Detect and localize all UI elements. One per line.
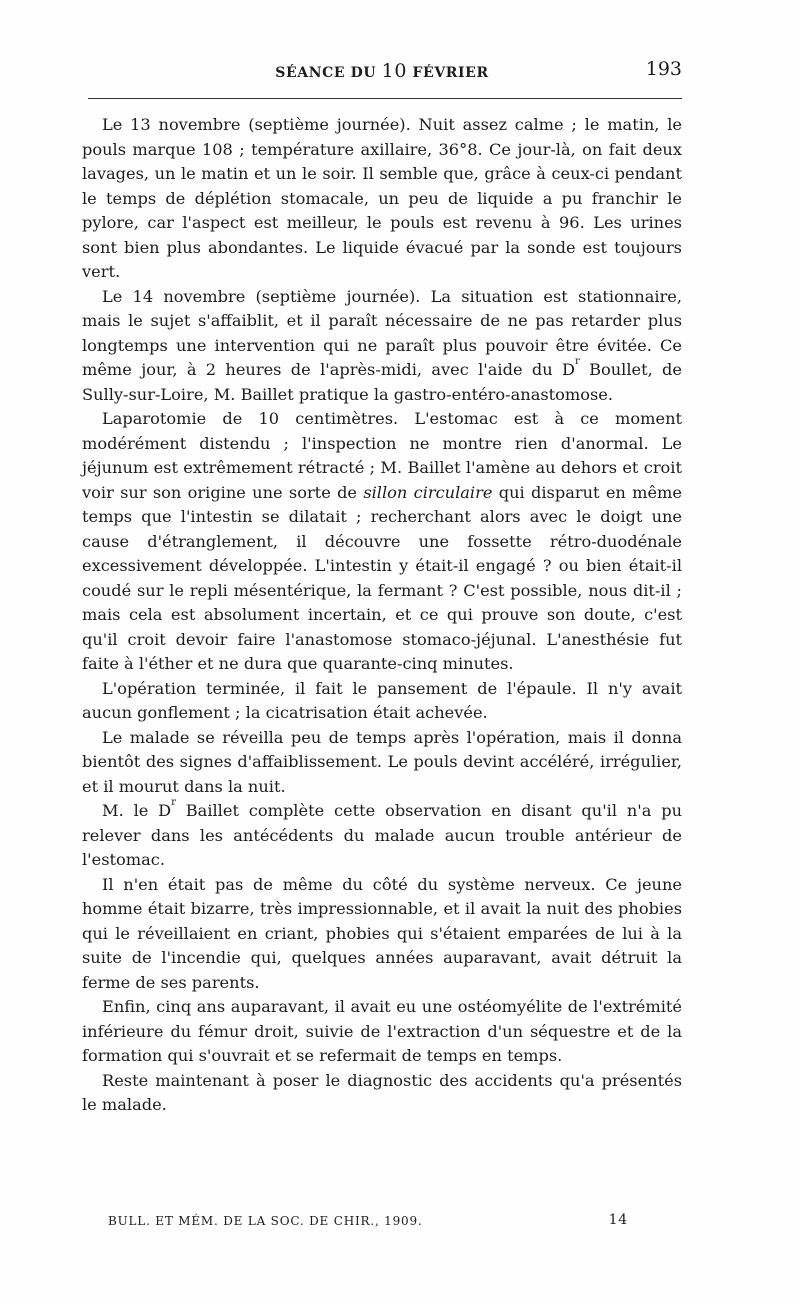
paragraph: L'opération terminée, il fait le pansement de l'épaule. Il n'y avait aucun gonflement ; la cicatrisation était achevée. xyxy=(82,678,682,722)
running-header xyxy=(82,60,682,86)
footer-citation: BULL. ET MÉM. DE LA SOC. DE CHIR., 1909. xyxy=(108,1214,423,1228)
paragraph: Il n'en était pas de même du côté du système nerveux. Ce jeune homme était bizarre, très impressionnable, et il avait la nuit des phobies qui le réveillaient en criant, phobies qui s'étaient emparées de lui à la suite de l'incendie qui, quelques années auparavant, avait détruit la ferme de ses parents. xyxy=(82,874,682,992)
page-number: 193 xyxy=(645,58,682,80)
header-rule xyxy=(88,98,682,99)
paragraph: Enfin, cinq ans auparavant, il avait eu une ostéomyélite de l'extrémité inférieure du fémur droit, suivie de l'extraction d'un séquestre et de la formation qui s'ouvrait et se refermait de temps en temps. xyxy=(82,997,682,1065)
signature-mark: 14 xyxy=(608,1212,628,1228)
paragraph: M. le $D^r$ Baillet complète cette observation en disant qu'il n'a pu relever dans les antécédents du malade aucun trouble antérieur de l'estomac. xyxy=(82,796,683,869)
header-title: SÉANCE DU 10 FÉVRIER xyxy=(275,60,489,82)
paragraph: Le malade se réveilla peu de temps après l'opération, mais il donna bientôt des signes d'affaiblissement. Le pouls devint accéléré, irrégulier, et il mourut dans la nuit. xyxy=(82,727,682,796)
page-footer xyxy=(108,1214,628,1228)
paragraph: Laparotomie de 10 centimètres. L'estomac est à ce moment modérément distendu ; l'inspection ne montre rien d'anormal. Le jéjunum est extrêmement rétracté ; M. Baillet l'amène au dehors et croit voir sur son origine une sorte de sillon circulaire qui disparut en même temps que l'intestin se dilatait ; recherchant alors avec le doigt une cause d'étranglement, il découvre une fossette rétro-duodénale excessivement développée. L'intestin y était-il engagé ? ou bien était-il coudé sur le repli mésentérique, la fermant ? C'est possible, nous dit-il ; mais cela est absolument incertain, et ce qui prouve son doute, c'est qu'il croit devoir faire l'anastomose stomaco-jéjunal. L'anesthésie fut faite à l'éther et ne dura que quarante-cinq minutes. xyxy=(82,409,682,673)
paragraph: Reste maintenant à poser le diagnostic des accidents qu'a présentés le malade. xyxy=(82,1070,682,1114)
paragraph: Le 14 novembre (septième journée). La situation est stationnaire, mais le sujet s'affaiblit, et il paraît nécessaire de ne pas retarder plus longtemps une intervention qui ne paraît plus pouvoir être évitée. Ce même jour, à 2 heures de l'après-midi, avec l'aide du $D^r$ Boullet, de Sully-sur-Loire, M. Baillet pratique la gastro-entéro-anastomose. xyxy=(82,286,683,404)
paragraph: Le 13 novembre (septième journée). Nuit assez calme ; le matin, le pouls marque 108 ; température axillaire, 36°8. Ce jour-là, on fait deux lavages, un le matin et un le soir. Il semble que, grâce à ceux-ci pendant le temps de déplétion stomacale, un peu de liquide a pu franchir le pylore, car l'aspect est meilleur, le pouls est revenu à 96. Les urines sont bien plus abondantes. Le liquide évacué par la sonde est toujours vert. xyxy=(82,115,682,281)
italic-term: sillon circulaire xyxy=(363,482,493,502)
body-text xyxy=(82,113,682,1118)
